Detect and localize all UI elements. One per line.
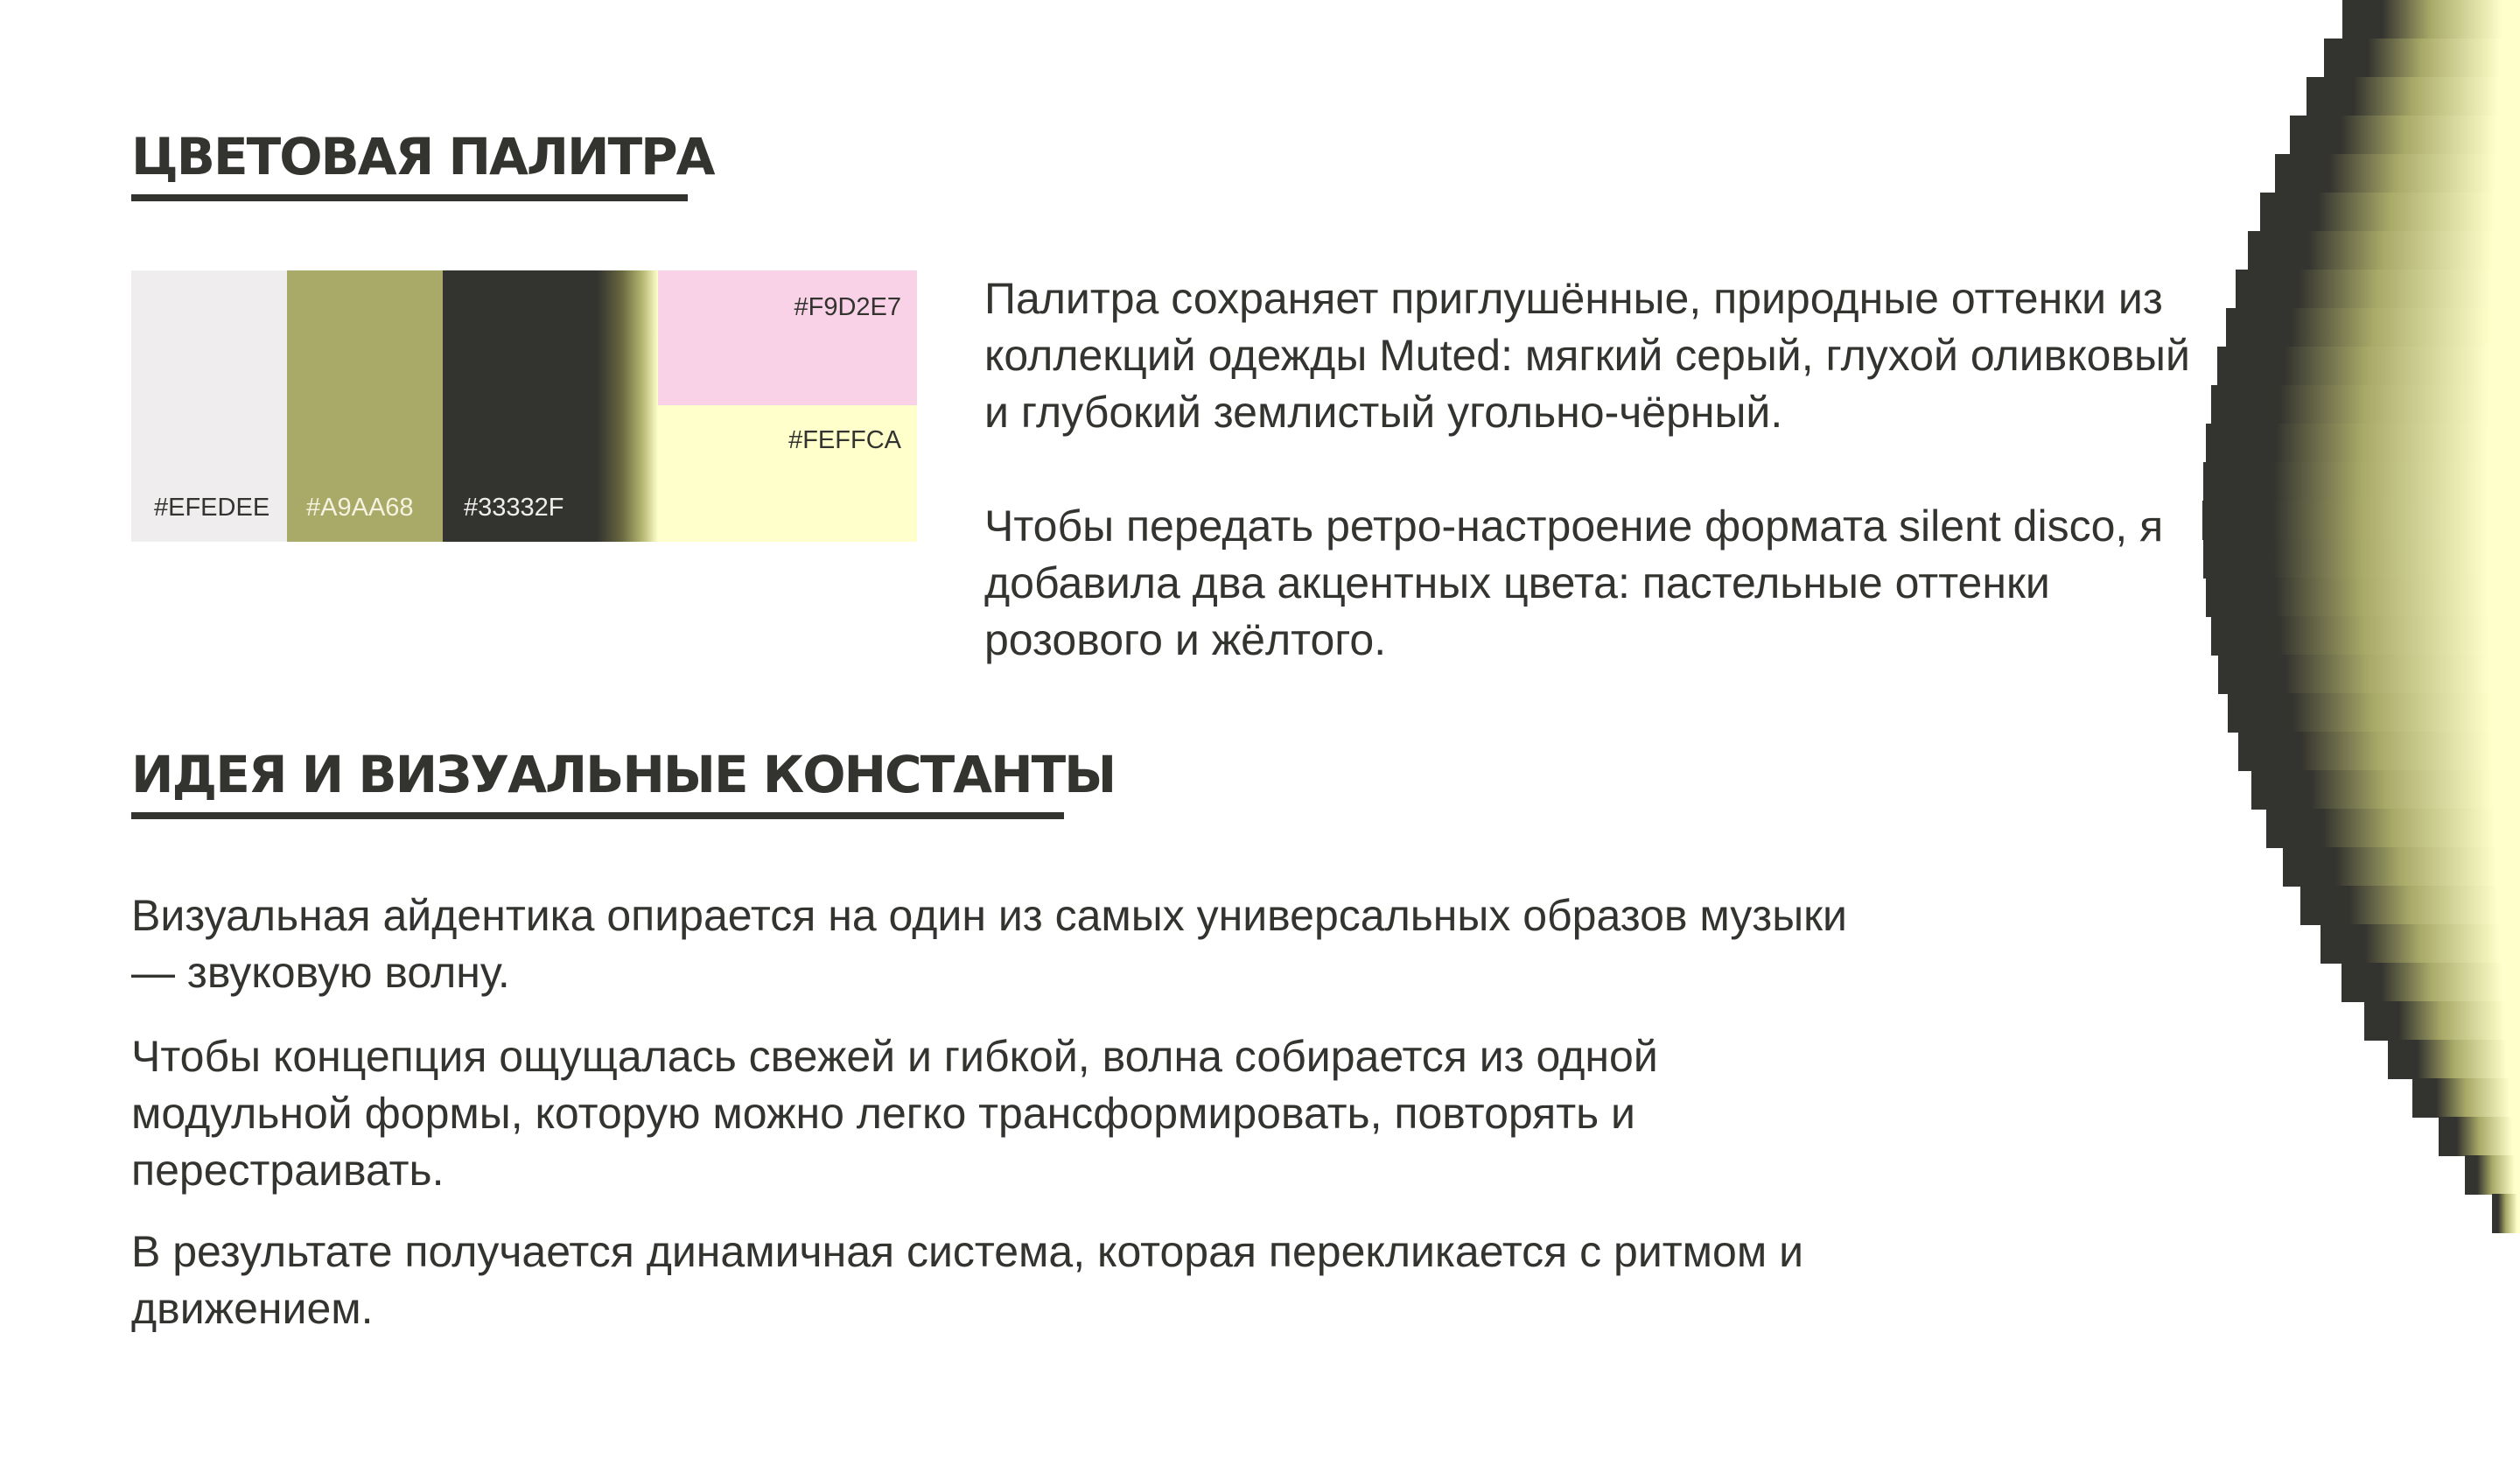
wave-step — [2238, 732, 2520, 771]
wave-step — [2203, 462, 2520, 502]
wave-step — [2211, 385, 2520, 424]
idea-paragraph: Чтобы концепция ощущалась свежей и гибкой, волна собирается из одной модульной формы, которую можно легко трансформировать, повторять и перестраивать. — [131, 1032, 1658, 1195]
wave-step — [2202, 501, 2520, 540]
palette-description: Палитра сохраняет приглушённые, природные оттенки из коллекций одежды Muted: мягкий серый, глухой оливковый и глубокий землистый угольно-чёрный. — [984, 274, 2190, 437]
wave-step — [2342, 963, 2520, 1002]
wave-step — [2283, 847, 2520, 887]
wave-step — [2266, 809, 2520, 848]
swatch-gradient — [597, 270, 658, 542]
swatch-gray-code: #EFEDEE — [154, 494, 270, 522]
wave-step — [2324, 39, 2520, 78]
swatch-dark-code: #33332F — [464, 494, 564, 522]
wave-step — [2465, 1155, 2520, 1195]
swatch-pink-code: #F9D2E7 — [794, 293, 901, 321]
wave-step — [2300, 886, 2520, 925]
wave-step — [2275, 154, 2520, 193]
wave-step — [2260, 193, 2520, 232]
swatch-olive-code: #A9AA68 — [306, 494, 414, 522]
wave-step — [2342, 0, 2520, 39]
wave-step — [2492, 1194, 2520, 1233]
idea-paragraph: Визуальная айдентика опирается на один из самых универсальных образов музыки — звуковую волну. — [131, 891, 1847, 997]
wave-step — [2412, 1078, 2520, 1118]
wave-step — [2306, 77, 2520, 116]
swatch-pink — [658, 270, 917, 405]
wave-step — [2226, 308, 2520, 347]
wave-step — [2439, 1117, 2520, 1156]
wave-step — [2364, 1001, 2520, 1041]
wave-step — [2248, 231, 2520, 270]
wave-step — [2206, 424, 2520, 463]
wave-step — [2211, 616, 2520, 656]
swatch-olive — [287, 270, 443, 542]
wave-step — [2236, 270, 2520, 309]
wave-step — [2388, 1040, 2520, 1079]
color-palette — [131, 270, 917, 542]
idea-section-title: ИДЕЯ И ВИЗУАЛЬНЫЕ КОНСТАНТЫ — [131, 749, 1064, 819]
swatch-yellow-code: #FEFFCA — [788, 426, 901, 454]
wave-step — [2217, 347, 2520, 386]
wave-step — [2228, 693, 2520, 733]
idea-paragraph: В результате получается динамичная система, которая перекликается с ритмом и движением. — [131, 1227, 1804, 1333]
palette-accent-description: Чтобы передать ретро-настроение формата silent disco, я добавила два акцентных цвета: пастельные оттенки розового и жёлтого. — [984, 502, 2164, 664]
palette-section-title: ЦВЕТОВАЯ ПАЛИТРА — [131, 131, 688, 201]
swatch-yellow — [658, 405, 917, 542]
wave-step — [2218, 655, 2520, 694]
wave-step — [2290, 116, 2520, 155]
wave-step — [2320, 924, 2520, 964]
wave-step — [2203, 539, 2520, 579]
swatch-dark — [443, 270, 597, 542]
swatch-gray — [131, 270, 287, 542]
wave-step — [2251, 770, 2520, 810]
wave-step — [2206, 578, 2520, 617]
